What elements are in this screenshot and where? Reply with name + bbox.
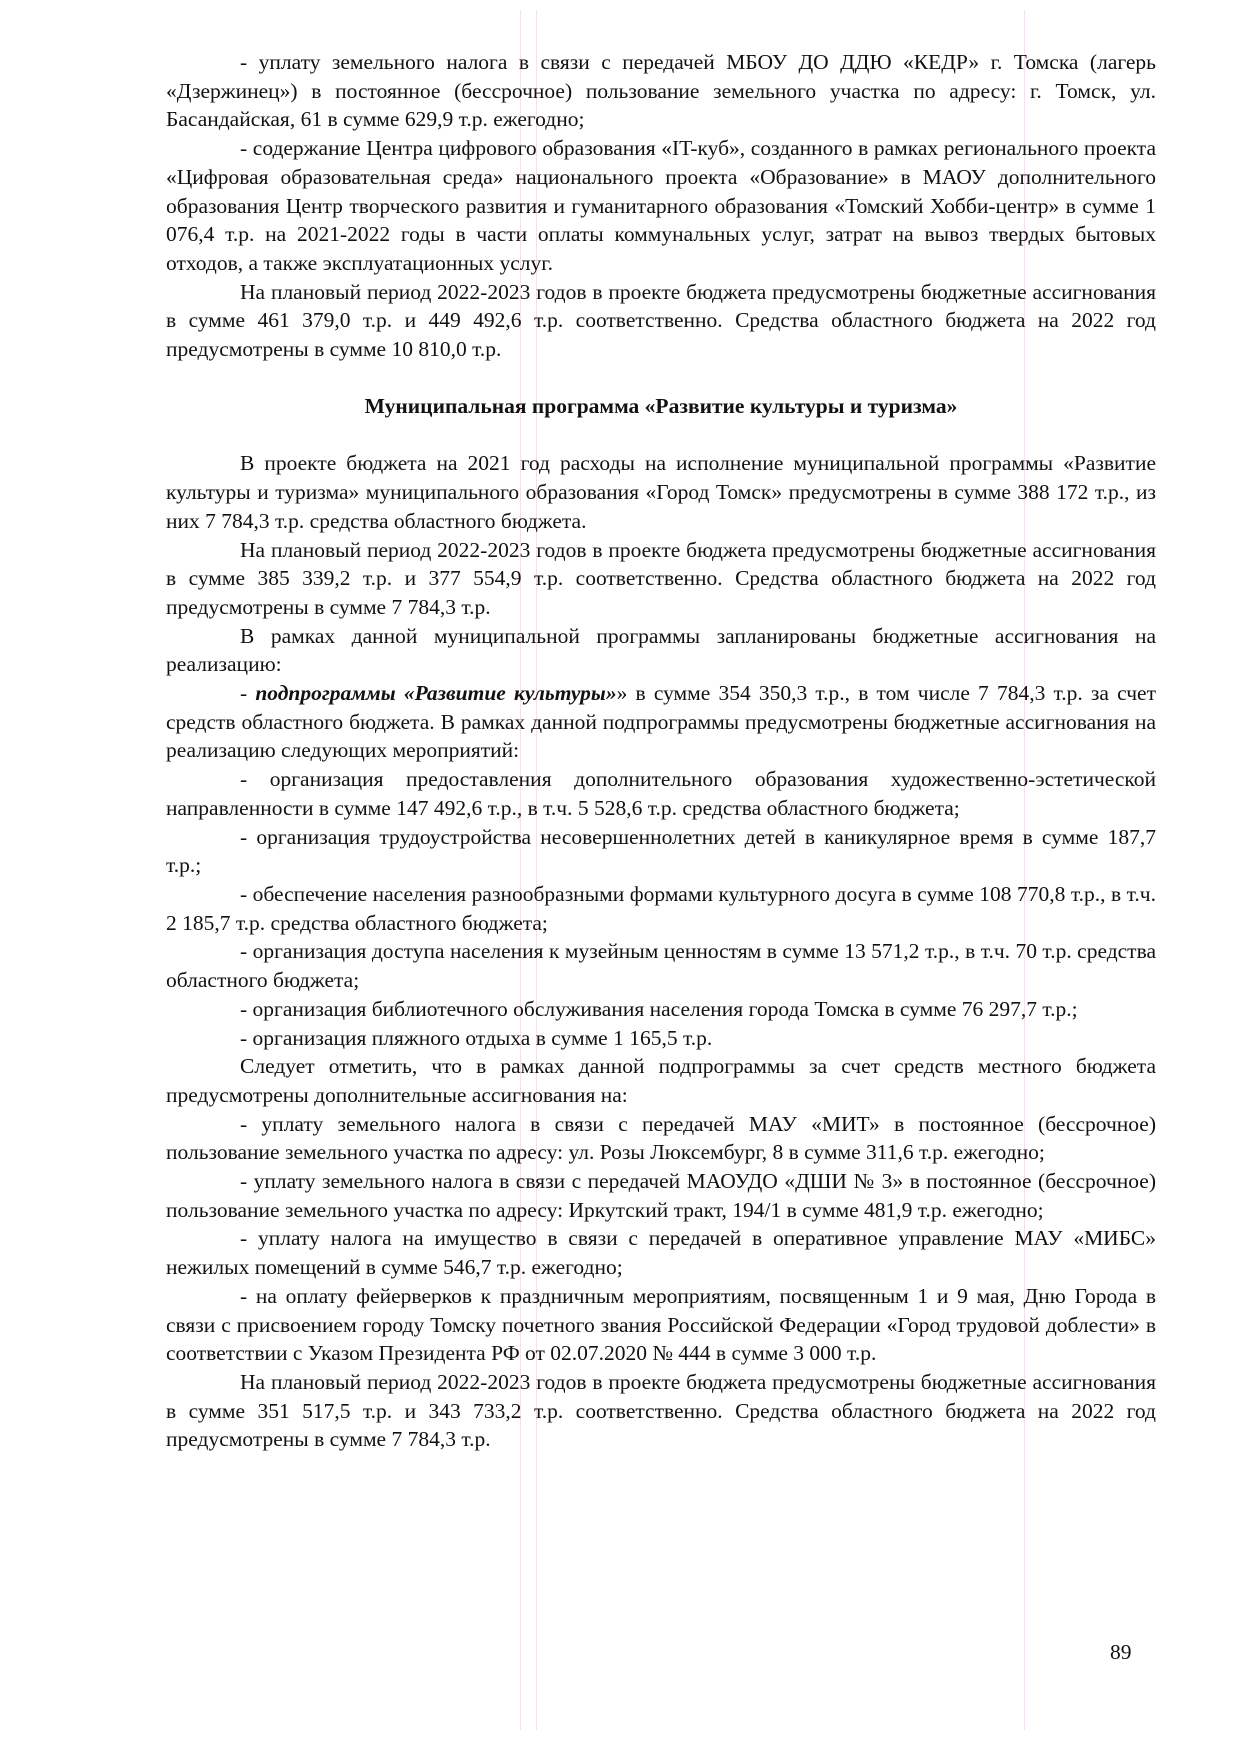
paragraph: В рамках данной муниципальной программы запланированы бюджетные ассигнования на реализацию: <box>166 623 1156 677</box>
paragraph: - уплату земельного налога в связи с передачей МБОУ ДО ДДЮ «КЕДР» г. Томска (лагерь «Дзержинец») в постоянное (бессрочное) пользование земельного участка по адресу: г. Томск, ул. Басандайская, 61 в сумме 629,9 т.р. ежегодно; <box>166 50 1156 132</box>
list-item: - организация трудоустройства несовершеннолетних детей в каникулярное время в сумме 187,7 т.р.; <box>166 824 1156 878</box>
paragraph: - содержание Центра цифрового образования «IT-куб», созданного в рамках регионального проекта «Цифровая образовательная среда» национального проекта «Образование» в МАОУ дополнительного образования Центр творческого развития и гуманитарного образования «Томский Хобби-центр» в сумме 1 076,4 т.р. на 2021-2022 годы в части оплаты коммунальных услуг, затрат на вывоз твердых бытовых отходов, а также эксплуатационных услуг. <box>166 136 1156 275</box>
subprogram-title: подпрограммы «Развитие культуры» <box>255 681 617 706</box>
list-item: - уплату земельного налога в связи с передачей МАОУДО «ДШИ № 3» в постоянное (бессрочное) пользование земельного участка по адресу: Иркутский тракт, 194/1 в сумме 481,9 т.р. ежегодно; <box>166 1169 1156 1222</box>
list-item: - организация предоставления дополнительного образования художественно-эстетической направленности в сумме 147 492,6 т.р., в т.ч. 5 528,6 т.р. средства областного бюджета; <box>166 767 1156 820</box>
list-item: - уплату налога на имущество в связи с передачей в оперативное управление МАУ «МИБС» нежилых помещений в сумме 546,7 т.р. ежегодно; <box>166 1226 1156 1280</box>
list-item: - организация доступа населения к музейным ценностям в сумме 13 571,2 т.р., в т.ч. 70 т.р. средства областного бюджета; <box>166 939 1156 993</box>
paragraph: В проекте бюджета на 2021 год расходы на исполнение муниципальной программы «Развитие культуры и туризма» муниципального образования «Город Томск» предусмотрены в сумме 388 172 т.р., из них 7 784,3 т.р. средства областного бюджета. <box>166 451 1156 533</box>
list-item: - организация библиотечного обслуживания населения города Томска в сумме 76 297,7 т.р.; <box>240 996 1078 1021</box>
section-heading: Муниципальная программа «Развитие культуры и туризма» <box>364 393 958 418</box>
list-item: - на оплату фейерверков к праздничным мероприятиям, посвященным 1 и 9 мая, Дню Города в связи с присвоением городу Томску почетного звания Российской Федерации «Город трудовой доблести» в соответствии с Указом Президента РФ от 02.07.2020 № 444 в сумме 3 000 т.р. <box>166 1283 1156 1366</box>
paragraph: На плановый период 2022-2023 годов в проекте бюджета предусмотрены бюджетные ассигнования в сумме 351 517,5 т.р. и 343 733,2 т.р. соответственно. Средства областного бюджета на 2022 год предусмотрены в сумме 7 784,3 т.р. <box>166 1369 1156 1452</box>
subprogram-prefix: - <box>240 681 256 706</box>
page-number: 89 <box>1110 1640 1132 1664</box>
list-item: - обеспечение населения разнообразными формами культурного досуга в сумме 108 770,8 т.р., в т.ч. 2 185,7 т.р. средства областного бюджета; <box>166 881 1156 935</box>
list-item: - организация пляжного отдыха в сумме 1 165,5 т.р. <box>240 1025 713 1050</box>
subprogram-text: » в сумме 354 350,3 т.р., в том числе 7 784,3 т.р. за счет средств областного бюджета. В рамках данной подпрограммы предусмотрены бюджетные ассигнования на реализацию следующих мероприятий: <box>166 681 1156 763</box>
paragraph: Следует отметить, что в рамках данной подпрограммы за счет средств местного бюджета предусмотрены дополнительные ассигнования на: <box>166 1054 1156 1107</box>
paragraph: На плановый период 2022-2023 годов в проекте бюджета предусмотрены бюджетные ассигнования в сумме 461 379,0 т.р. и 449 492,6 т.р. соответственно. Средства областного бюджета на 2022 год предусмотрены в сумме 10 810,0 т.р. <box>166 279 1156 362</box>
paragraph: На плановый период 2022-2023 годов в проекте бюджета предусмотрены бюджетные ассигнования в сумме 385 339,2 т.р. и 377 554,9 т.р. соответственно. Средства областного бюджета на 2022 год предусмотрены в сумме 7 784,3 т.р. <box>166 537 1156 619</box>
list-item: - уплату земельного налога в связи с передачей МАУ «МИТ» в постоянное (бессрочное) пользование земельного участка по адресу: ул. Розы Люксембург, 8 в сумме 311,6 т.р. ежегодно; <box>166 1111 1156 1165</box>
document-page <box>166 48 1156 1454</box>
subprogram-paragraph <box>166 679 1156 765</box>
